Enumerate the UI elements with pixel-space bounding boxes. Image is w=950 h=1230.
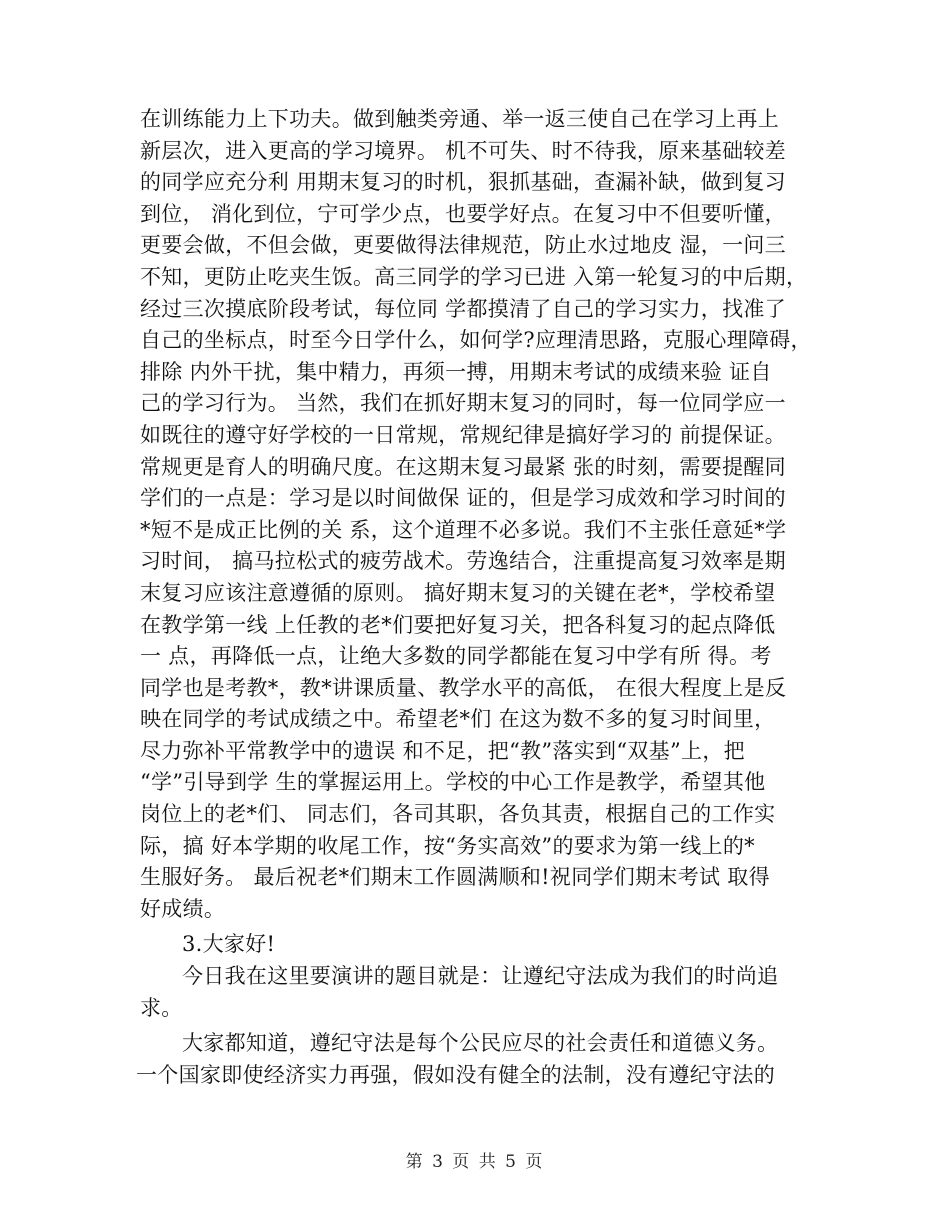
paragraph-first-line: 今日我在这里要演讲的题目就是：让遵纪守法成为我们的时尚追	[182, 964, 779, 989]
paragraph-first-line: 大家都知道，遵纪守法是每个公民应尽的社会责任和道德义务。	[182, 1031, 779, 1056]
document-body	[136, 104, 830, 1091]
text-line: 自己的坐标点，时至今日学什么，如何学?应理清思路，克服心理障碍，	[140, 328, 812, 353]
text-line: 岗位上的老*们、 同志们，各司其职，各负其责，根据自己的工作实	[140, 802, 776, 827]
text-line: 不知，更防止吃夹生饭。高三同学的学习已进 入第一轮复习的中后期，	[140, 264, 808, 289]
text-line: 映在同学的考试成绩之中。希望老*们 在这为数不多的复习时间里，	[140, 707, 776, 732]
text-line: 新层次，进入更高的学习境界。 机不可失、时不待我，原来基础较差	[140, 138, 786, 163]
page-number-footer: 第 3 页 共 5 页	[405, 1152, 545, 1172]
text-line: 己的学习行为。 当然，我们在抓好期末复习的同时，每一位同学应一	[140, 391, 786, 416]
text-line: 求。	[140, 995, 183, 1020]
text-line: 同学也是考教*，教*讲课质量、教学水平的高低， 在很大程度上是反	[140, 675, 787, 700]
text-line: 常规更是育人的明确尺度。在这期末复习最紧 张的时刻，需要提醒同	[140, 454, 786, 479]
text-line: 到位， 消化到位，宁可学少点，也要学好点。在复习中不但要听懂，	[140, 201, 786, 226]
text-line: 在教学第一线 上任教的老*们要把好复习关，把各科复习的起点降低	[140, 612, 776, 637]
text-line: 习时间， 搞马拉松式的疲劳战术。劳逸结合，注重提高复习效率是期	[140, 549, 786, 574]
text-line: 的同学应充分利 用期末复习的时机，狠抓基础，查漏补缺，做到复习	[140, 170, 786, 195]
text-line: 际，搞 好本学期的收尾工作，按“务实高效”的要求为第一线上的*	[140, 833, 755, 858]
text-line: 经过三次摸底阶段考试，每位同 学都摸清了自己的学习实力，找准了	[140, 296, 786, 321]
text-line: 排除 内外干扰，集中精力，再须一搏，用期末考试的成绩来验 证自	[140, 359, 772, 384]
text-line: *短不是成正比例的关 系，这个道理不必多说。我们不主张任意延*学	[140, 517, 787, 542]
section-heading: 3.大家好!	[182, 932, 276, 957]
text-line: 学们的一点是：学习是以时间做保 证的，但是学习成效和学习时间的	[140, 486, 786, 511]
text-line: “学”引导到学 生的掌握运用上。学校的中心工作是教学，希望其他	[140, 770, 766, 795]
text-line: 尽力弥补平常教学中的遗误 和不足，把“教”落实到“双基”上，把	[140, 738, 745, 763]
text-line: 生服好务。 最后祝老*们期末工作圆满顺和!祝同学们期末考试 取得	[140, 865, 770, 890]
text-line: 一个国家即使经济实力再强，假如没有健全的法制，没有遵纪守法的	[136, 1062, 775, 1087]
text-line: 好成绩。	[140, 896, 226, 921]
text-line: 一 点，再降低一点，让绝大多数的同学都能在复习中学有所 得。考	[140, 644, 772, 669]
text-line: 末复习应该注意遵循的原则。 搞好期末复习的关键在老*，学校希望	[140, 580, 776, 605]
text-line: 更要会做，不但会做，更要做得法律规范，防止水过地皮 湿，一问三	[140, 233, 786, 258]
text-line: 在训练能力上下功夫。做到触类旁通、举一返三使自己在学习上再上	[140, 107, 779, 131]
text-line: 如既往的遵守好学校的一日常规，常规纪律是搞好学习的 前提保证。	[140, 422, 786, 447]
